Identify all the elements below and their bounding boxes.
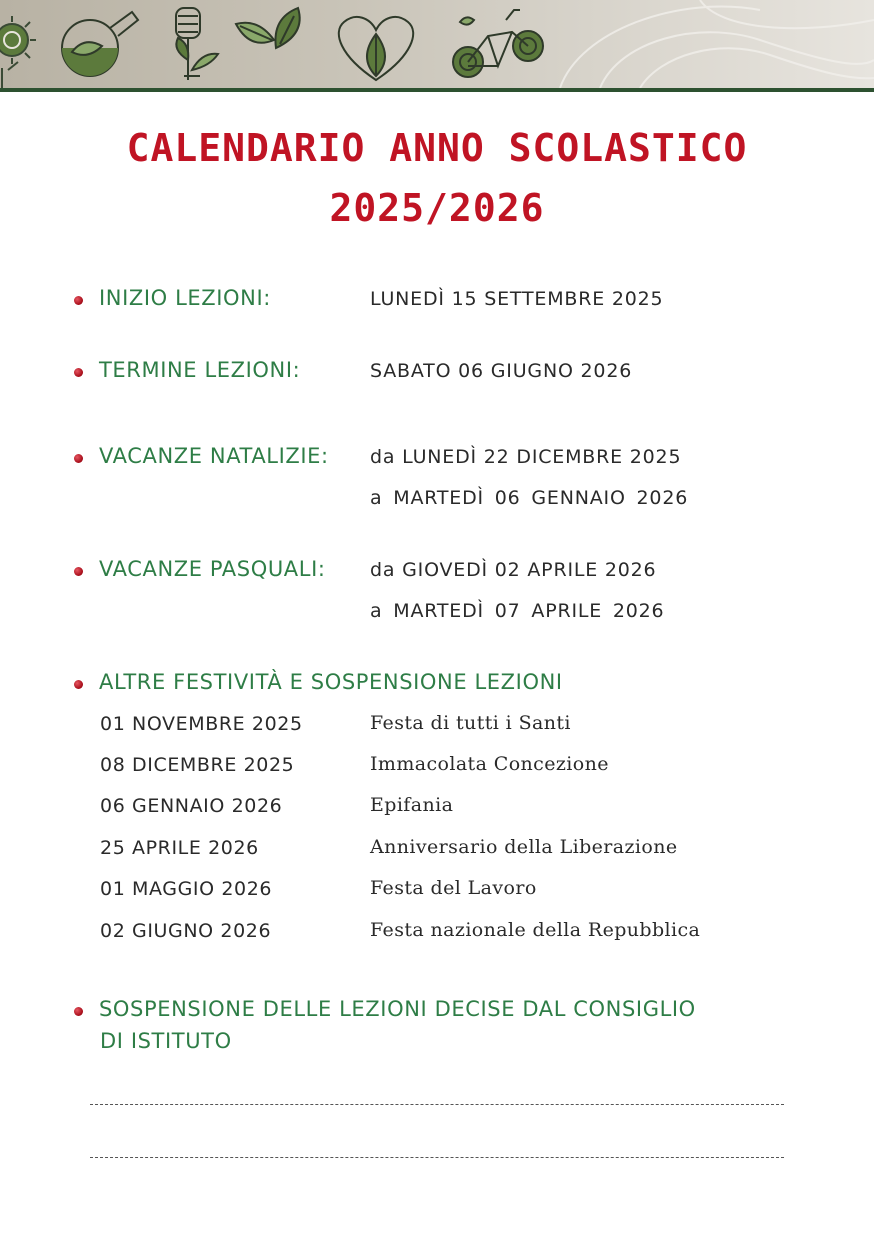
header-banner: [0, 0, 874, 92]
easter-to: a MARTEDÌ 07 APRILE 2026: [370, 600, 665, 622]
holiday-date: 01 MAGGIO 2026: [100, 878, 273, 900]
bullet-icon: [74, 454, 83, 463]
holiday-name: Anniversario della Liberazione: [370, 836, 678, 858]
holiday-date: 02 GIUGNO 2026: [100, 920, 272, 942]
lightbulb-plant-icon: [176, 8, 218, 80]
holiday-date: 25 APRILE 2026: [100, 837, 259, 859]
holiday-date: 08 DICEMBRE 2025: [100, 754, 295, 776]
holiday-date: 01 NOVEMBRE 2025: [100, 713, 303, 735]
holiday-name: Festa di tutti i Santi: [370, 712, 571, 734]
blank-fill-line: [90, 1104, 784, 1105]
page-title: CALENDARIO ANNO SCOLASTICO: [126, 126, 748, 170]
gear-icon: [0, 16, 36, 88]
holiday-name: Epifania: [370, 794, 454, 816]
christmas-to: a MARTEDÌ 06 GENNAIO 2026: [370, 487, 689, 509]
easter-from: da GIOVEDÌ 02 APRILE 2026: [370, 559, 657, 581]
end-label: TERMINE LEZIONI:: [99, 358, 301, 382]
bullet-icon: [74, 296, 83, 305]
christmas-from: da LUNEDÌ 22 DICEMBRE 2025: [370, 446, 682, 468]
bullet-icon: [74, 1007, 83, 1016]
banner-illustration: [0, 0, 874, 88]
flask-leaf-icon: [62, 12, 138, 76]
bullet-icon: [74, 680, 83, 689]
heart-leaf-icon: [339, 17, 413, 80]
christmas-label: VACANZE NATALIZIE:: [99, 444, 329, 468]
council-heading-line1: SOSPENSIONE DELLE LEZIONI DECISE DAL CONSIGLIO: [99, 997, 696, 1021]
holidays-heading: ALTRE FESTIVITÀ E SOSPENSIONE LEZIONI: [99, 670, 563, 694]
holiday-date: 06 GENNAIO 2026: [100, 795, 283, 817]
blank-fill-line: [90, 1157, 784, 1158]
bullet-icon: [74, 567, 83, 576]
start-value: LUNEDÌ 15 SETTEMBRE 2025: [370, 288, 664, 310]
start-label: INIZIO LEZIONI:: [99, 286, 271, 310]
holiday-name: Immacolata Concezione: [370, 753, 609, 775]
leaves-icon: [236, 8, 300, 48]
holiday-name: Festa del Lavoro: [370, 877, 537, 899]
end-value: SABATO 06 GIUGNO 2026: [370, 360, 633, 382]
bicycle-icon: [453, 10, 543, 77]
bullet-icon: [74, 368, 83, 377]
holiday-name: Festa nazionale della Repubblica: [370, 919, 701, 941]
easter-label: VACANZE PASQUALI:: [99, 557, 326, 581]
council-heading-line2: DI ISTITUTO: [100, 1029, 232, 1053]
school-year: 2025/2026: [329, 186, 545, 230]
